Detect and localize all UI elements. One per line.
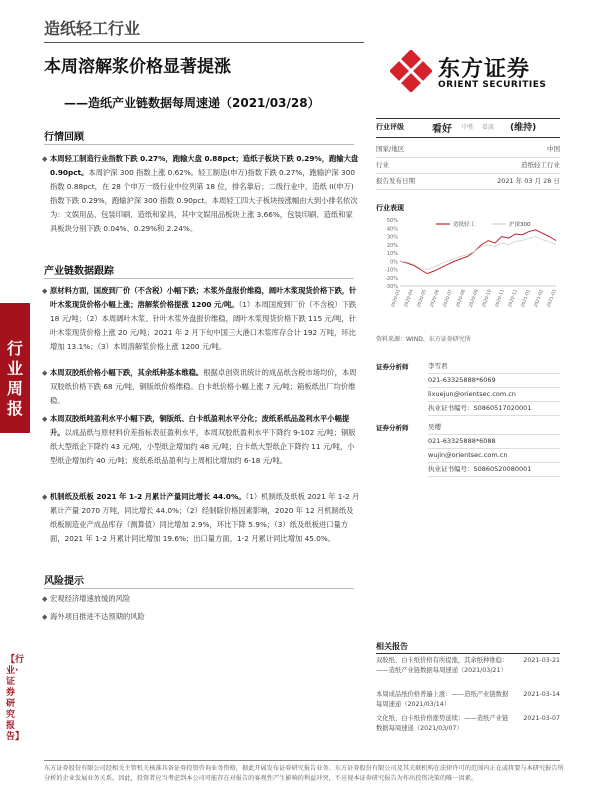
analyst-phone: 021-63325888*6069 (428, 374, 560, 388)
industry-label: 造纸轻工行业 (44, 19, 141, 38)
section-divider (44, 278, 354, 279)
info-key: 报告发布日期 (376, 177, 415, 185)
info-row (376, 174, 560, 190)
logo-text-en: ORIENT SECURITIES (438, 80, 547, 90)
related-report-date: 2021-03-21 (523, 657, 560, 664)
y-tick-label: 50% (386, 218, 398, 224)
related-divider (376, 653, 560, 654)
chain-lead-3: 本周双胶纸吨盈利水平小幅下跌，铜版纸、白卡纸盈利水平分化；废纸系纸品盈利水平小幅提升。 (50, 414, 350, 437)
disclaimer-footer: 东方证券股份有限公司经相关主管机关核准具备证券投资咨询业务资格，据此开展发布证券研究报告业务。东方证券股份有限公司及其关联机构在法律许可的范围内正在或将要与本研究报告所分析的企业发展业务关系。因此，投资者应当考虑到本公司可能存在对报告的客观性产生影响的利益冲突，不应视本证券研究报告为作出投资决策的唯一因素。 (44, 765, 564, 782)
series-line (400, 237, 556, 270)
related-report-item[interactable] (376, 714, 560, 734)
x-tick-label: 2020-11 (494, 288, 506, 309)
performance-chart (376, 214, 560, 324)
chain-body-4: （1）机制纸及纸板 2021 年 1-2 月累计产量 2070 万吨，同比增长 44.0%；（2）经制除价格因素影响，2020 年 12 月机制纸及纸板制造业产成品库存（测算值）同比增加 2.9%，环比下降 5.9%；（3）纸及纸板进口量方面，2021 年 1-2 月累计同比增加 19.6%；出口量方面，1-2 月累计同比增加 45.0%。 (50, 492, 360, 543)
rating-neutral: 中性 (462, 124, 475, 131)
bullet-icon: ◆ (42, 415, 48, 423)
related-report-date: 2021-03-14 (523, 691, 560, 698)
info-value: 造纸轻工行业 (521, 161, 560, 169)
analyst-block (376, 362, 560, 422)
bullet-icon: ◆ (42, 493, 48, 501)
rating-keep: (维持) (510, 123, 537, 133)
logo-mark-icon (390, 50, 432, 92)
analyst-name: 吴缨 (428, 421, 560, 435)
info-key: 行业 (376, 161, 389, 169)
analyst-cert: 执业证书编号：S0860517020001 (428, 402, 560, 416)
company-logo (390, 46, 565, 102)
chain-body-2: 根据卓创资讯统计的成品纸含税市场均价，本周双胶纸价格下跌 68 元/吨，铜版纸价格维稳。白卡纸价格小幅上涨 7 元/吨；箱板纸出厂均价维稳。 (50, 368, 357, 405)
related-reports-heading: 相关报告 (376, 642, 408, 651)
risk-item-text: 宏观经济增速放缓的风险 (50, 594, 131, 603)
analyst-name: 李雪君 (428, 360, 560, 374)
info-key: 国家/地区 (376, 145, 405, 153)
y-tick-label: 0% (390, 259, 398, 266)
analyst-role: 证券分析师 (376, 363, 409, 371)
analyst-role: 证券分析师 (376, 424, 409, 432)
analyst-cert: 执业证书编号：S0860520080001 (428, 463, 560, 477)
rating-value: 看好 (432, 124, 452, 135)
related-report-title[interactable]: 文化纸、白卡纸价格涨势延续：——造纸产业链数据每周速递（2021/03/07） (376, 715, 509, 732)
x-tick-label: 2020-12 (507, 288, 519, 309)
section-heading-risk: 风险提示 (44, 576, 84, 587)
related-report-title[interactable]: 本周成品纸价格普遍上涨：——造纸产业链数据每周速递（2021/03/14） (376, 691, 509, 708)
x-tick-label: 2021-01 (520, 288, 532, 309)
x-tick-label: 2020-04 (403, 288, 415, 309)
info-row (376, 158, 560, 174)
x-tick-label: 2020-08 (455, 288, 467, 309)
report-info-table (376, 142, 560, 190)
chain-body-1: （1）本周国废到厂价（不含税）下跌 18 元/吨；（2）本周阔叶木浆、针叶木浆外盘报价维稳，阔叶木浆现货价格下跌 115 元/吨，针叶木浆现货价格上涨 20 元/吨；2021 年 2 月下旬中国三大港口木浆库存合计 192 万吨，环比增加 13.1%；（3）本周溶解浆价格上涨 1200 元/吨。 (50, 300, 357, 351)
x-tick-label: 2020-06 (429, 288, 441, 309)
review-paragraph (42, 152, 360, 236)
bullet-icon: ◆ (42, 595, 48, 603)
report-title: 本周溶解浆价格显著提涨 (44, 57, 231, 77)
chain-paragraph-2 (42, 366, 360, 408)
y-tick-label: -30% (385, 284, 398, 290)
related-report-title[interactable]: 双胶纸、白卡纸价格有所提涨，其余纸种维稳：——造纸产业链数据每周速递（2021/03/21） (376, 657, 509, 674)
bullet-icon: ◆ (42, 155, 48, 163)
industry-rating (376, 122, 560, 135)
chain-paragraph-4 (42, 490, 360, 546)
rating-label: 行业评级 (376, 123, 404, 131)
legend-label: 造纸轻工 (453, 222, 476, 228)
y-tick-label: 20% (386, 242, 398, 249)
risk-item (42, 592, 360, 606)
risk-item-text: 海外项目推进不达预期的风险 (50, 612, 145, 621)
info-row (376, 142, 560, 158)
chain-lead-4: 机制纸及纸板 2021 年 1-2 月累计产量同比增长 44.0%。 (50, 492, 246, 501)
section-divider (44, 144, 354, 145)
rating-bottom-rule (376, 137, 560, 138)
analyst-email[interactable]: wujin@orientsec.com.cn (428, 449, 560, 463)
report-category-note: 【行业·证券研究报告】 (6, 655, 25, 742)
x-tick-label: 2021-03 (546, 288, 558, 309)
chain-lead-1: 原材料方面，国废到厂价（不含税）小幅下跌；木浆外盘报价维稳，阔叶木浆现货价格下跌，针叶木浆现货价格小幅上涨；溶解浆价格提涨 1200 元/吨。 (50, 286, 357, 309)
analyst-phone: 021-63325888*6088 (428, 435, 560, 449)
rating-negative: 看淡 (482, 124, 495, 131)
bullet-icon: ◆ (42, 287, 48, 295)
report-type-sidebar (0, 303, 30, 433)
x-tick-label: 2021-02 (533, 288, 545, 309)
chain-paragraph-3 (42, 412, 360, 468)
related-report-item[interactable] (376, 656, 560, 686)
bullet-icon: ◆ (42, 613, 48, 621)
rating-top-rule (376, 118, 560, 119)
info-value: 2021 年 03 月 28 日 (497, 177, 560, 185)
y-tick-label: -10% (385, 267, 398, 274)
chain-lead-2: 本周双胶纸价格小幅下跌，其余纸种基本维稳。 (50, 368, 204, 377)
section-heading-chain: 产业链数据跟踪 (44, 266, 114, 277)
section-heading-review: 行情回顾 (44, 132, 84, 143)
section-divider (44, 588, 354, 589)
chain-paragraph-1 (42, 284, 360, 354)
info-value: 中国 (547, 145, 560, 153)
chain-body-3: 以成品纸与原材料价差指标表征盈利水平，本周双胶纸盈利水平下降约 9-102 元/吨；铜版纸大型纸企下降约 43 元/吨，小型纸企增加约 48 元/吨；白卡纸大型纸企下降约 11 元/吨，小型纸企增加约 40 元/吨；废纸系纸品盈利与上周相比增加约 6-18 元/吨。 (50, 428, 356, 465)
analyst-email[interactable]: lixuejun@orientsec.com.cn (428, 388, 560, 402)
analyst-block (376, 423, 560, 483)
related-report-item[interactable] (376, 690, 560, 710)
report-subtitle: ——造纸产业链数据每周速递（2021/03/28） (64, 96, 320, 110)
bullet-icon: ◆ (42, 369, 48, 377)
related-report-date: 2021-03-07 (523, 715, 560, 722)
y-tick-label: 40% (386, 226, 398, 233)
logo-text-cn: 东方证券 (438, 57, 531, 82)
x-tick-label: 2020-05 (416, 288, 428, 309)
y-tick-label: 30% (386, 234, 398, 241)
y-tick-label: 10% (386, 251, 398, 257)
series-line (400, 230, 556, 274)
x-tick-label: 2020-03 (390, 288, 402, 309)
footer-divider (44, 760, 560, 761)
x-tick-label: 2020-10 (481, 288, 493, 309)
header-divider (44, 42, 364, 43)
legend-label: 沪深300 (509, 222, 531, 228)
y-tick-label: -20% (385, 275, 398, 282)
review-lead: 本周轻工制造行业指数下跌 0.27%，跑输大盘 0.88pct；造纸子板块下跌 0.29%，跑输大盘 0.90pct。 (50, 154, 359, 177)
chart-title: 行业表现 (376, 204, 404, 212)
x-tick-label: 2020-09 (468, 288, 480, 309)
chart-source: 资料来源：WIND、东方证券研究所 (376, 336, 471, 343)
risk-item (42, 610, 360, 624)
report-type-label: 行业周报 (7, 339, 24, 418)
x-tick-label: 2020-07 (442, 288, 454, 309)
review-body: 本周沪深 300 指数上涨 0.62%。轻工制造(申万)指数下跌 0.27%，跑输沪深 300 指数 0.88pct，在 28 个申万一级行业中位列第 18 位，排名靠后；二级行业中，造纸 II(申万)指数下跌 0.29%，跑输沪深 300 指数 0.90pct。本周轻工四大子板块按涨幅由大到小排名依次为：文娱用品、包装印刷、造纸和家具，其中文娱用品板块上涨 3.66%，包装印刷、造纸和家具板块分别下跌 0.04%、0.29%和 2.24%。 (50, 168, 358, 233)
